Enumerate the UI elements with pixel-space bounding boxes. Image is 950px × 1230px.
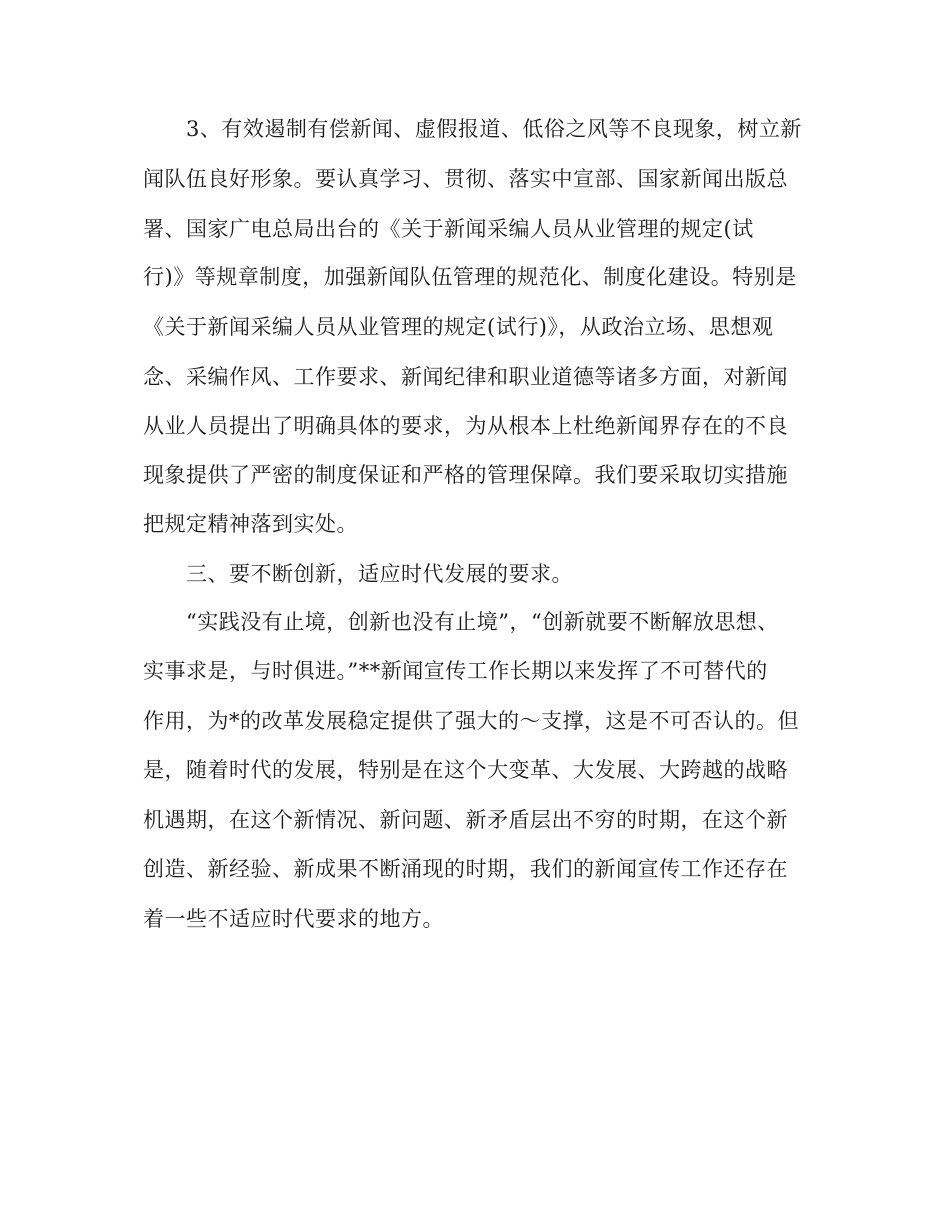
paragraph-innovation-line: 机遇期，在这个新情况、新问题、新矛盾层出不穷的时期，在这个新 <box>143 808 788 832</box>
paragraph-innovation-line: 作用，为*的改革发展稳定提供了强大的～支撑，这是不可否认的。但 <box>143 709 799 733</box>
paragraph-3-line: 闻队伍良好形象。要认真学习、贯彻、落实中宣部、国家新闻出版总 <box>143 167 788 191</box>
paragraph-3-line: 从业人员提出了明确具体的要求，为从根本上杜绝新闻界存在的不良 <box>143 414 788 438</box>
paragraph-3-line: 念、采编作风、工作要求、新闻纪律和职业道德等诸多方面，对新闻 <box>143 365 788 389</box>
paragraph-innovation-line: 是，随着时代的发展，特别是在这个大变革、大发展、大跨越的战略 <box>143 758 788 782</box>
section-heading-three: 三、要不断创新，适应时代发展的要求。 <box>186 562 573 586</box>
paragraph-innovation-line: 着一些不适应时代要求的地方。 <box>143 907 444 931</box>
paragraph-innovation-line: 创造、新经验、新成果不断涌现的时期，我们的新闻宣传工作还存在 <box>143 857 788 881</box>
paragraph-3-line: 把规定精神落到实处。 <box>143 512 358 536</box>
paragraph-3-line: 署、国家广电总局出台的《关于新闻采编人员从业管理的规定(试 <box>143 217 754 241</box>
paragraph-innovation-line: 实事求是，与时俱进。”**新闻宣传工作长期以来发挥了不可替代的 <box>143 659 768 683</box>
paragraph-3-line: 《关于新闻采编人员从业管理的规定(试行)》，从政治立场、思想观 <box>143 315 774 339</box>
paragraph-3-line: 现象提供了严密的制度保证和严格的管理保障。我们要采取切实措施 <box>143 463 788 487</box>
paragraph-3-line: 3、有效遏制有偿新闻、虚假报道、低俗之风等不良现象，树立新 <box>186 117 802 141</box>
paragraph-3-line: 行)》等规章制度，加强新闻队伍管理的规范化、制度化建设。特别是 <box>143 265 797 289</box>
paragraph-innovation-line: “实践没有止境，创新也没有止境”，“创新就要不断解放思想、 <box>186 610 779 634</box>
